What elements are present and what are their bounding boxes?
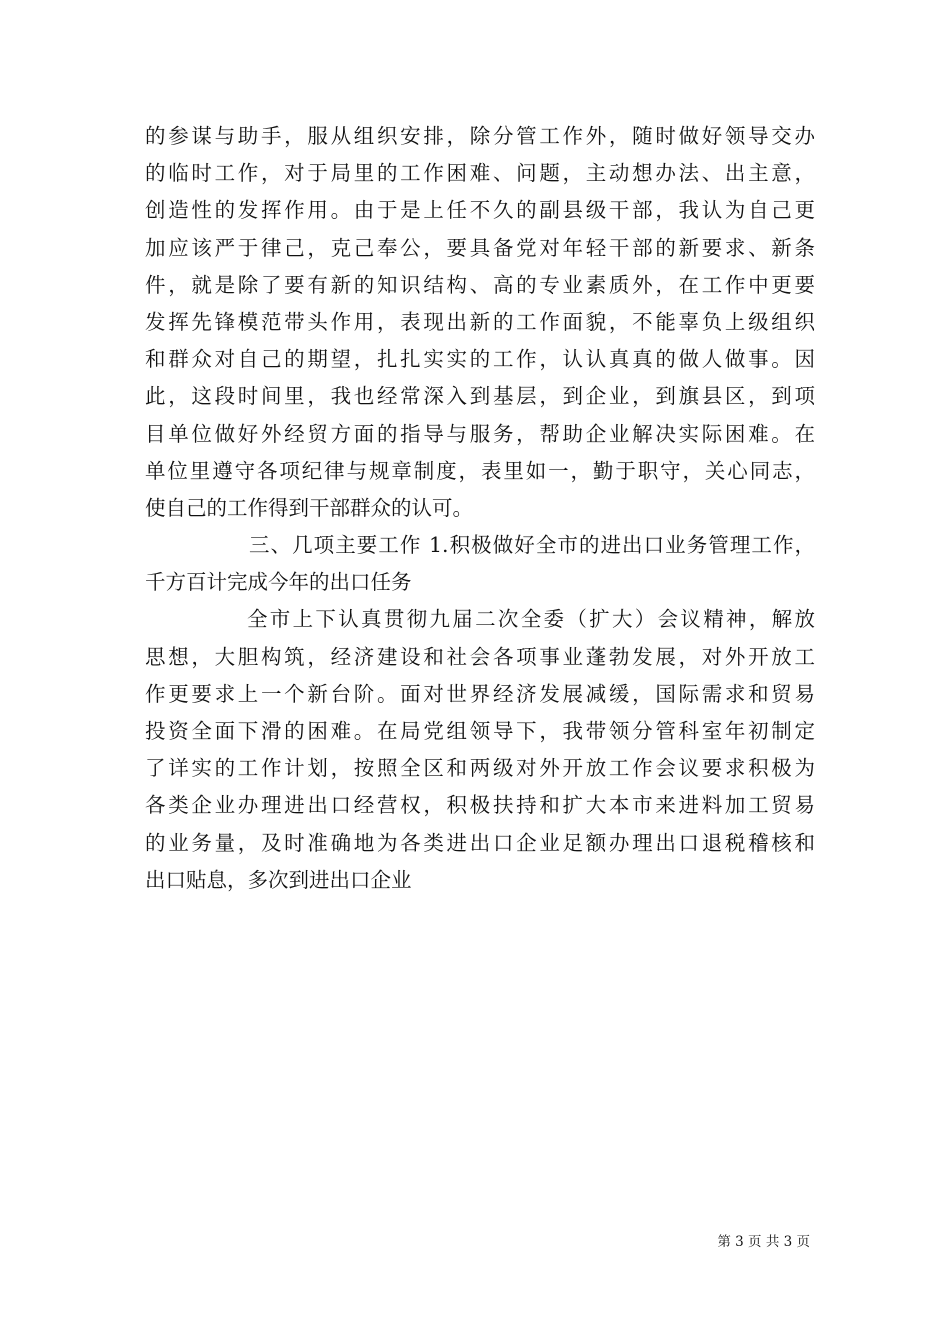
text-line: 使自己的工作得到干部群众的认可。 bbox=[145, 495, 473, 520]
section-heading-line: 千方百计完成今年的出口任务 bbox=[145, 570, 412, 595]
text-line: 和群众对自己的期望，扎扎实实的工作，认认真真的做人做事。因 bbox=[145, 347, 815, 372]
text-line: 件，就是除了要有新的知识结构、高的专业素质外，在工作中更要 bbox=[145, 272, 815, 297]
body-text bbox=[145, 118, 815, 899]
text-line: 了详实的工作计划，按照全区和两级对外开放工作会议要求积极为 bbox=[145, 756, 815, 781]
text-line: 的业务量，及时准确地为各类进出口企业足额办理出口退税稽核和 bbox=[145, 830, 815, 855]
text-line: 创造性的发挥作用。由于是上任不久的副县级干部，我认为自己更 bbox=[145, 198, 815, 223]
text-line: 发挥先锋模范带头作用，表现出新的工作面貌，不能辜负上级组织 bbox=[145, 309, 815, 334]
page-number-footer: 第 3 页 共 3 页 bbox=[717, 1234, 810, 1250]
text-line: 投资全面下滑的困难。在局党组领导下，我带领分管科室年初制定 bbox=[145, 719, 815, 743]
paragraph-3 bbox=[145, 601, 815, 899]
text-line: 作更要求上一个新台阶。面对世界经济发展减缓，国际需求和贸易 bbox=[145, 681, 815, 706]
text-line: 目单位做好外经贸方面的指导与服务，帮助企业解决实际困难。在 bbox=[145, 421, 815, 446]
text-line: 全市上下认真贯彻九届二次全委（扩大）会议精神，解放 bbox=[247, 607, 815, 632]
text-line: 各类企业办理进出口经营权，积极扶持和扩大本市来进料加工贸易 bbox=[145, 793, 815, 818]
text-line: 加应该严于律己，克己奉公，要具备党对年轻干部的新要求、新条 bbox=[145, 235, 815, 260]
text-line: 单位里遵守各项纪律与规章制度，表里如一，勤于职守，关心同志， bbox=[145, 458, 815, 483]
text-line: 出口贴息，多次到进出口企业 bbox=[145, 867, 412, 892]
text-line: 的参谋与助手，服从组织安排，除分管工作外，随时做好领导交办 bbox=[145, 124, 815, 148]
text-line: 的临时工作，对于局里的工作困难、问题，主动想办法、出主意， bbox=[145, 161, 815, 186]
paragraph-1 bbox=[145, 118, 815, 527]
text-line: 思想，大胆构筑，经济建设和社会各项事业蓬勃发展，对外开放工 bbox=[145, 644, 815, 669]
paragraph-2-heading bbox=[145, 527, 815, 601]
text-line: 此，这段时间里，我也经常深入到基层，到企业，到旗县区，到项 bbox=[145, 384, 815, 409]
section-heading-line: 三、几项主要工作 1.积极做好全市的进出口业务管理工作， bbox=[249, 533, 815, 558]
